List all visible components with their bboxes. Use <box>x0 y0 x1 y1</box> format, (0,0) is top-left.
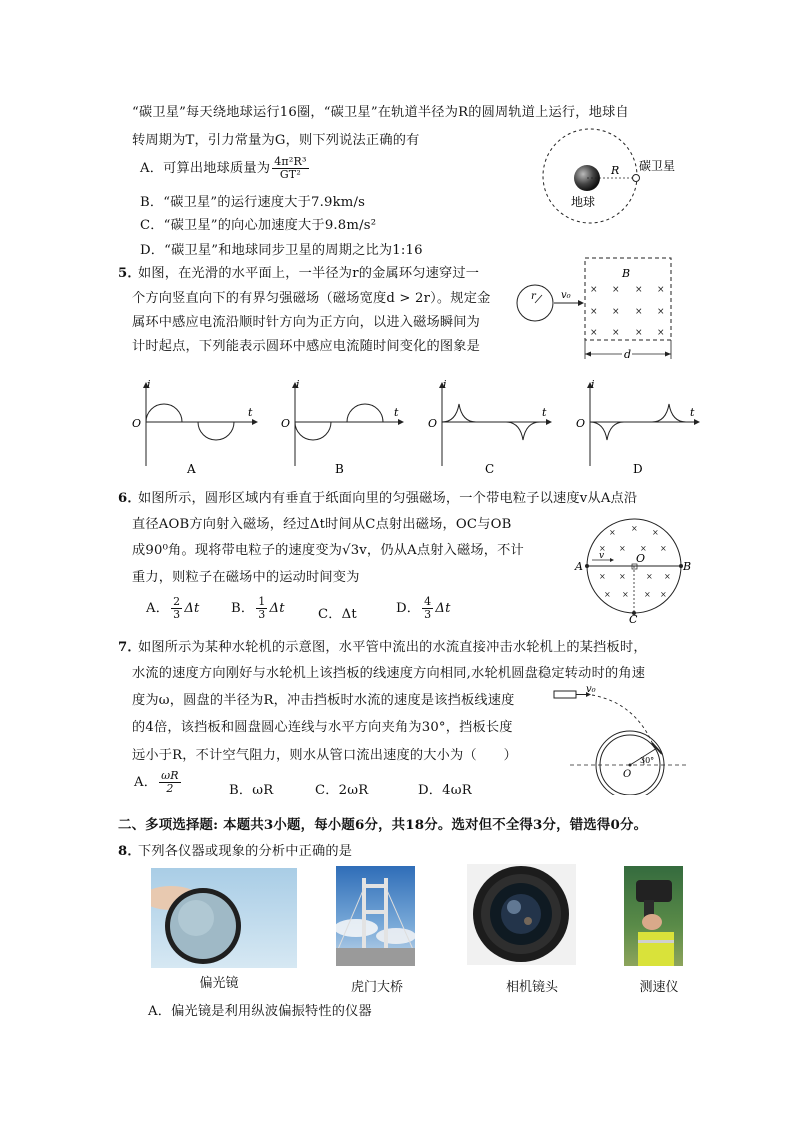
graph-b-negative-arc <box>295 422 331 440</box>
q7-stem-line3: 度为ω，圆盘的半径为R，冲击挡板时水流的速度是该挡板线速度 <box>132 693 515 708</box>
svg-text:×: × <box>660 590 667 599</box>
q8-number: 8． <box>118 844 141 859</box>
graph-a-origin: O <box>132 417 142 430</box>
label-v: v <box>599 551 605 561</box>
q4-stem-line1: “碳卫星”每天绕地球运行16圈，“碳卫星”在轨道半径为R的圆周轨道上运行，地球自 <box>132 105 629 120</box>
bridge-photo <box>336 866 415 966</box>
svg-text:×: × <box>590 328 598 338</box>
polarizer-icon <box>151 868 297 968</box>
graph-a-i-label: i <box>147 378 151 391</box>
svg-text:×: × <box>612 328 620 338</box>
q6-option-d <box>396 596 451 621</box>
q6-option-a-fraction <box>171 596 182 621</box>
camera-lens-icon <box>467 864 576 965</box>
caption-polarizer: 偏光镜 <box>199 976 239 991</box>
q6-number: 6． <box>118 491 141 506</box>
svg-text:×: × <box>590 285 598 295</box>
caption-camera-lens: 相机镜头 <box>505 980 558 995</box>
q6-option-d-fraction <box>422 596 433 621</box>
ring-radius <box>535 295 542 303</box>
graph-c-label: C <box>485 462 495 476</box>
svg-text:×: × <box>664 572 671 581</box>
graph-b-t-label: t <box>394 406 399 419</box>
svg-text:×: × <box>622 590 629 599</box>
q4-option-a-text: A．可算出地球质量为 <box>140 161 271 176</box>
camera-lens-photo <box>467 864 576 965</box>
q7-stem-line5: 远小于R，不计空气阻力，则水从管口流出速度的大小为（ ） <box>132 748 517 763</box>
graph-a-negative-arc <box>198 422 234 440</box>
q6-option-a-numerator: 2 <box>173 595 181 608</box>
q6-circle-figure <box>574 513 694 625</box>
q4-option-a-numerator: 4π²R³ <box>274 155 307 168</box>
q7-option-a-numerator: ωR <box>161 769 179 782</box>
svg-text:×: × <box>599 572 606 581</box>
q6-option-a-unit: Δt <box>184 601 200 616</box>
graph-a <box>143 382 258 466</box>
svg-text:×: × <box>646 572 653 581</box>
svg-text:×: × <box>590 307 598 317</box>
graph-d-positive-spike <box>652 404 686 422</box>
q4-option-c: C．“碳卫星”的向心加速度大于9.8m/s² <box>140 218 377 233</box>
graph-c-t-label: t <box>542 406 547 419</box>
q6-option-b-numerator: 1 <box>258 595 266 608</box>
svg-text:×: × <box>631 524 638 533</box>
q7-option-c: C．2ωR <box>315 783 369 798</box>
q6-stem-line1: 如图所示，圆形区域内有垂直于纸面向里的匀强磁场，一个带电粒子以速度v从A点沿 <box>138 491 638 506</box>
q6-option-d-unit: Δt <box>435 601 451 616</box>
graph-a-positive-arc <box>146 404 182 422</box>
angle-label: 30° <box>640 756 655 765</box>
svg-text:×: × <box>612 285 620 295</box>
q5-number: 5． <box>118 266 141 281</box>
q4-orbit-figure <box>535 128 695 248</box>
label-o: O <box>636 552 646 565</box>
q6-option-a <box>146 596 200 621</box>
section-2-heading: 二、多项选择题: 本题共3小题，每小题6分，共18分。选对但不全得3分，错选得0分。 <box>118 817 648 833</box>
width-arrow-left <box>585 352 591 357</box>
label-b: B <box>683 560 692 573</box>
svg-text:×: × <box>599 544 606 553</box>
q7-option-d: D．4ωR <box>418 783 472 798</box>
q4-option-d: D．“碳卫星”和地球同步卫星的周期之比为1:16 <box>140 243 423 258</box>
q6-option-b <box>231 596 285 621</box>
graph-d-t-label: t <box>690 406 695 419</box>
wheel-center <box>629 764 632 767</box>
q7-stem-line2: 水流的速度方向刚好与水轮机上该挡板的线速度方向相同,水轮机圆盘稳定转动时的角速 <box>132 666 646 681</box>
q6-option-b-denominator: 3 <box>258 608 266 621</box>
q6-stem-line2: 直径AOB方向射入磁场，经过Δt时间从C点射出磁场，OC与OB <box>132 517 512 532</box>
svg-text:×: × <box>609 528 616 537</box>
polarizer-photo <box>151 868 297 968</box>
q8-option-a: A．偏光镜是利用纵波偏振特性的仪器 <box>148 1004 372 1019</box>
graph-b-origin: O <box>281 417 291 430</box>
q6-option-b-unit: Δt <box>269 601 285 616</box>
graph-c <box>439 382 552 466</box>
q6-option-a-label: A． <box>146 601 170 616</box>
field-crosses <box>599 524 671 599</box>
velocity-arrowhead <box>610 558 614 562</box>
svg-text:×: × <box>619 572 626 581</box>
water-pipe <box>554 691 576 698</box>
q6-option-d-label: D． <box>396 601 421 616</box>
graph-b-i-label: i <box>296 378 300 391</box>
graph-c-i-label: i <box>443 378 447 391</box>
point-a <box>585 564 589 568</box>
q5-stem-line4: 计时起点，下列能表示圆环中感应电流随时间变化的图象是 <box>132 339 481 354</box>
q5-stem-line1: 如图，在光滑的水平面上，一半径为r的金属环匀速穿过一 <box>138 266 480 281</box>
graph-a-t-label: t <box>248 406 253 419</box>
q6-option-b-label: B． <box>231 601 255 616</box>
graph-d-origin: O <box>576 417 586 430</box>
graph-d-negative-spike <box>590 422 624 440</box>
ring-radius-label: r <box>531 291 536 302</box>
svg-text:×: × <box>604 590 611 599</box>
velocity-arrowhead <box>578 300 584 306</box>
water-velocity-label: v₀ <box>586 684 596 695</box>
q5-stem-line2: 个方向竖直向下的有界匀强磁场（磁场宽度d > 2r）。规定金 <box>132 291 491 306</box>
speed-gun-photo <box>624 866 683 966</box>
svg-text:×: × <box>657 307 665 317</box>
svg-text:×: × <box>657 285 665 295</box>
graph-b <box>292 382 404 466</box>
svg-text:×: × <box>652 528 659 537</box>
wheel-center-label: O <box>623 769 632 780</box>
q6-option-a-denominator: 3 <box>173 608 181 621</box>
bridge-icon <box>336 866 415 966</box>
q7-option-a-fraction <box>159 770 181 795</box>
q7-option-a <box>134 770 183 795</box>
graph-c-negative-spike <box>506 422 540 440</box>
graph-a-label: A <box>187 462 196 476</box>
q5-answer-graphs <box>120 378 720 478</box>
q6-stem-line4: 重力，则粒子在磁场中的运动时间变为 <box>132 570 360 585</box>
satellite-label: 碳卫星 <box>639 159 676 173</box>
q7-option-b: B．ωR <box>229 783 274 798</box>
q4-option-b: B．“碳卫星”的运行速度大于7.9km/s <box>140 195 366 210</box>
q7-stem-line1: 如图所示为某种水轮机的示意图，水平管中流出的水流直接冲击水轮机上的某挡板时， <box>138 640 647 655</box>
q7-option-a-denominator: 2 <box>166 782 174 795</box>
orbit-radius-label: R <box>611 164 620 177</box>
q4-option-a <box>140 156 311 181</box>
speed-gun-icon <box>624 866 683 966</box>
width-label: d <box>624 348 632 361</box>
q6-option-d-numerator: 4 <box>424 595 432 608</box>
svg-text:×: × <box>635 328 643 338</box>
q7-number: 7． <box>118 640 141 655</box>
q6-stem-line3: 成90⁰角。现将带电粒子的速度变为√3v，仍从A点射入磁场，不计 <box>132 543 524 558</box>
svg-text:×: × <box>657 328 665 338</box>
q7-option-a-label: A． <box>134 775 158 790</box>
caption-bridge: 虎门大桥 <box>350 980 403 995</box>
caption-speed-gun: 测速仪 <box>639 980 679 995</box>
q4-stem-line2: 转周期为T，引力常量为G，则下列说法正确的有 <box>132 133 420 148</box>
q4-option-a-denominator: GT² <box>279 168 301 181</box>
q5-field-figure <box>512 255 682 367</box>
svg-text:×: × <box>644 590 651 599</box>
svg-text:×: × <box>612 307 620 317</box>
q6-option-d-denominator: 3 <box>424 608 432 621</box>
satellite-icon <box>633 175 640 182</box>
svg-text:×: × <box>640 544 647 553</box>
graph-c-positive-spike <box>442 404 476 422</box>
q7-stem-line4: 的4倍，该挡板和圆盘圆心连线与水平方向夹角为30°，挡板长度 <box>132 720 513 735</box>
graph-b-positive-arc <box>347 404 383 422</box>
graph-d <box>587 382 700 466</box>
graph-c-origin: O <box>428 417 438 430</box>
earth-label: 地球 <box>571 195 596 209</box>
q6-option-b-fraction <box>256 596 267 621</box>
q5-stem-line3: 属环中感应电流沿顺时针方向为正方向，以进入磁场瞬间为 <box>132 315 481 330</box>
svg-text:×: × <box>660 544 667 553</box>
field-crosses <box>590 285 665 338</box>
svg-text:×: × <box>635 307 643 317</box>
graph-d-label: D <box>633 462 643 476</box>
label-a: A <box>575 560 583 573</box>
q6-option-c: C．Δt <box>318 607 357 622</box>
q7-waterwheel-figure <box>540 683 700 795</box>
width-arrow-right <box>665 352 671 357</box>
label-c: C <box>629 613 638 625</box>
graph-b-label: B <box>335 462 344 476</box>
graph-d-i-label: i <box>591 378 595 391</box>
svg-text:×: × <box>635 285 643 295</box>
field-label: B <box>622 267 631 280</box>
q4-option-a-fraction <box>272 156 308 181</box>
velocity-label: v₀ <box>561 290 571 301</box>
svg-text:×: × <box>619 544 626 553</box>
q8-stem: 下列各仪器或现象的分析中正确的是 <box>138 844 353 859</box>
